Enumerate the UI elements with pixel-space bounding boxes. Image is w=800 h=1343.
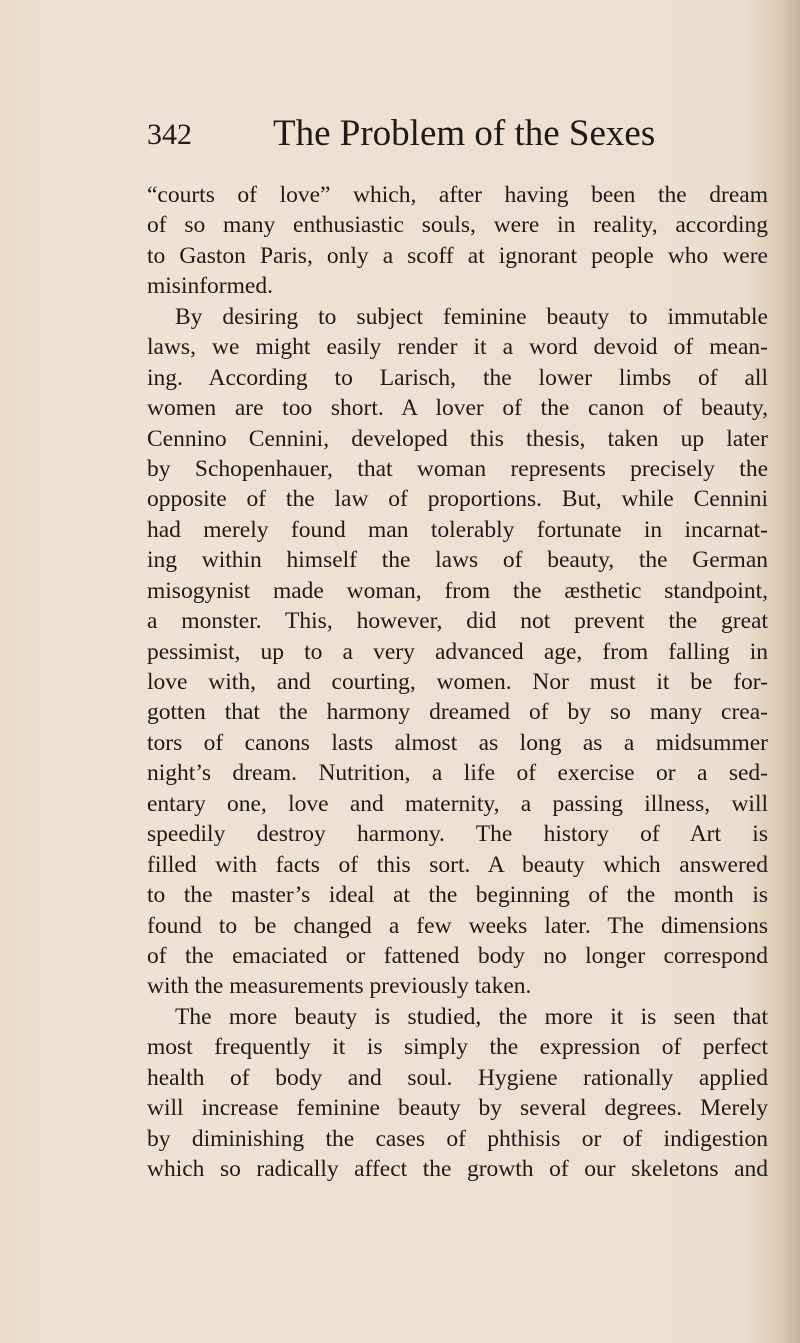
text-line: had merely found man tolerably fortunate in incarnat-	[147, 516, 768, 543]
text-line: of the emaciated or fattened body no longer correspond	[147, 942, 768, 969]
text-line: night’s dream. Nutrition, a life of exercise or a sed-	[147, 760, 768, 787]
text-line: By desiring to subject feminine beauty to immutable	[175, 303, 768, 330]
text-line: filled with facts of this sort. A beauty which answered	[147, 851, 768, 878]
text-line: will increase feminine beauty by several degrees. Merely	[147, 1095, 768, 1122]
text-line: love with, and courting, women. Nor must it be for-	[147, 669, 768, 695]
text-line: of so many enthusiastic souls, were in reality, according	[147, 212, 768, 239]
text-line: with the measurements previously taken.	[147, 973, 532, 1000]
text-line: speedily destroy harmony. The history of Art is	[147, 821, 768, 848]
text-line: which so radically affect the growth of our skeletons and	[147, 1156, 768, 1182]
text-line: misogynist made woman, from the æsthetic standpoint,	[147, 577, 768, 604]
text-line: pessimist, up to a very advanced age, from falling in	[147, 638, 768, 665]
text-line: laws, we might easily render it a word devoid of mean-	[147, 334, 768, 361]
text-line: health of body and soul. Hygiene rationally applied	[147, 1064, 768, 1091]
text-line: “courts of love” which, after having been the dream	[147, 182, 768, 208]
text-line: ing within himself the laws of beauty, the German	[147, 547, 768, 574]
text-line: a monster. This, however, did not prevent the great	[147, 608, 768, 635]
text-line: opposite of the law of proportions. But, while Cennini	[147, 486, 768, 513]
text-line: to Gaston Paris, only a scoff at ignorant people who were	[147, 242, 768, 269]
text-line: by diminishing the cases of phthisis or of indigestion	[147, 1125, 768, 1152]
running-header	[147, 112, 768, 156]
text-line: entary one, love and maternity, a passing illness, will	[147, 790, 768, 817]
text-line: to the master’s ideal at the beginning of the month is	[147, 882, 768, 909]
page-number: 342	[147, 118, 192, 151]
text-line: most frequently it is simply the expression of perfect	[147, 1034, 768, 1061]
text-line: misinformed.	[147, 273, 273, 300]
text-line: by Schopenhauer, that woman represents precisely the	[147, 455, 768, 482]
text-line: The more beauty is studied, the more it is seen that	[175, 1003, 768, 1030]
text-line: tors of canons lasts almost as long as a midsummer	[147, 729, 768, 756]
body-text	[147, 180, 768, 1184]
running-title: The Problem of the Sexes	[273, 113, 656, 154]
text-line: Cennino Cennini, developed this thesis, taken up later	[147, 425, 768, 452]
text-line: found to be changed a few weeks later. The dimensions	[147, 912, 768, 939]
text-line: ing. According to Larisch, the lower limbs of all	[147, 364, 768, 391]
text-line: women are too short. A lover of the canon of beauty,	[147, 395, 768, 422]
text-line: gotten that the harmony dreamed of by so many crea-	[147, 699, 768, 726]
